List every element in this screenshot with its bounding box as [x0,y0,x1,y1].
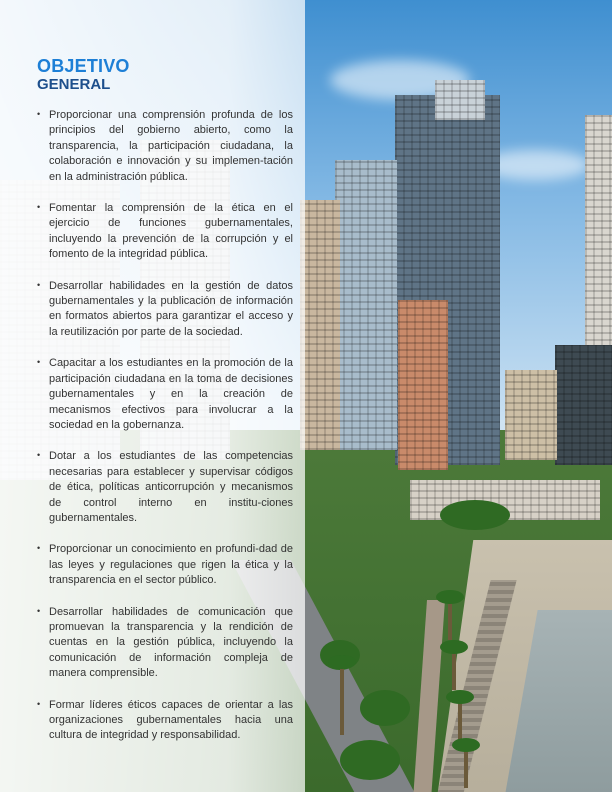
list-item [37,698,293,744]
list-item [37,605,293,682]
bullet-icon: • [37,357,41,368]
bullet-icon: • [37,605,41,616]
palm-tree [340,665,344,735]
tower-salmon [398,300,448,470]
list-item [37,356,293,433]
bullet-icon: • [37,279,41,290]
objectives-list [37,108,293,760]
objective-text: Proporcionar un conocimiento en profundi-dad de las leyes y regulaciones que rigen la ética y la transparencia en el sector público. [49,543,293,587]
objective-text: Fomentar la comprensión de la ética en el ejercicio de funciones gubernamentales, incluyendo la prevención de la corrupción y el fomento de la integridad pública. [49,202,293,261]
palm-tree [448,600,452,640]
list-item [37,542,293,588]
bullet-icon: • [37,109,41,119]
bullet-icon: • [37,543,41,554]
tower-white [585,115,612,355]
tower-dark-short [555,345,612,465]
heading-objetivo: OBJETIVO [37,56,130,76]
tower-beige [300,200,340,450]
bullet-icon: • [37,698,41,709]
objective-text: Formar líderes éticos capaces de orientar a las organizaciones gubernamentales hacia una cultura de integridad y responsabilidad. [49,698,293,742]
objective-text: Desarrollar habilidades de comunicación que promuevan la transparencia y la rendición de cuentas en la gestión pública, incluyendo la comunicación de información compleja de manera comprensible. [49,605,293,680]
bullet-icon: • [37,202,41,213]
bullet-icon: • [37,450,41,461]
tree [340,740,400,780]
palm-tree [452,650,456,690]
tree [440,500,510,530]
objective-text: Capacitar a los estudiantes en la promoción de la participación ciudadana en la toma de decisiones gubernamentales y en la creación de mecanismos efectivos para involucrar a la sociedad en la gobernanza. [49,357,293,431]
list-item [37,279,293,341]
tower-light-glass [335,160,397,450]
tower-crown [435,80,485,120]
list-item [37,108,293,185]
building-low [505,370,557,460]
palm-tree [464,748,468,788]
objective-text: Desarrollar habilidades en la gestión de datos gubernamentales y la publicación de información en formatos abiertos para garantizar el acceso y la reutilización por parte de la sociedad. [49,279,293,338]
objective-text: Proporcionar una comprensión profunda de los principios del gobierno abierto, como la transparencia, la participación ciudadana, la colaboración e innovación y su implemen-tación en la administración pública. [49,109,293,183]
list-item [37,201,293,263]
tree [360,690,410,726]
palm-tree [458,700,462,740]
heading-general: GENERAL [37,76,111,93]
list-item [37,449,293,526]
objective-text: Dotar a los estudiantes de las competencias necesarias para establecer y supervisar códigos de ética, políticas anticorrupción y mecanismos de control interno en institu-ciones gubernamentales. [49,450,293,524]
